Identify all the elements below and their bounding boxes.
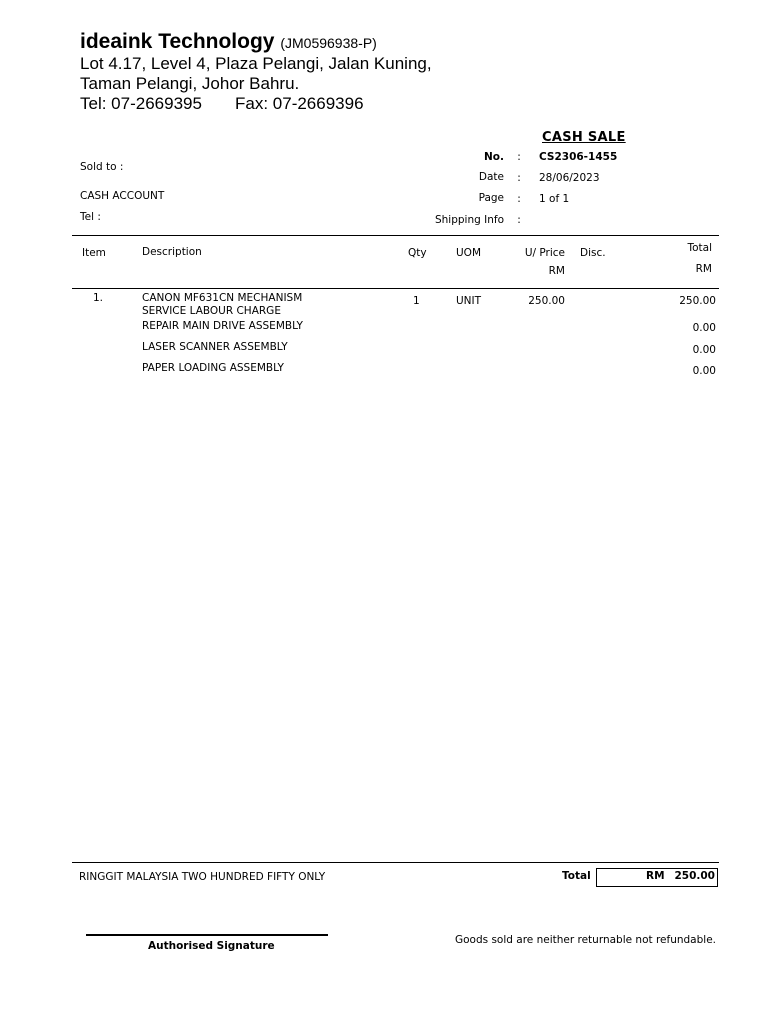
amount-in-words: RINGGIT MALAYSIA TWO HUNDRED FIFTY ONLY xyxy=(79,871,326,883)
col-uprice-header: U/ Price xyxy=(524,247,565,259)
customer-tel-label: Tel : xyxy=(80,211,101,223)
row-total: 0.00 xyxy=(692,344,716,356)
signature-line xyxy=(86,934,328,936)
row-description-line2: SERVICE LABOUR CHARGE xyxy=(142,305,281,317)
row-description: REPAIR MAIN DRIVE ASSEMBLY xyxy=(142,320,303,332)
refund-notice: Goods sold are neither returnable not refundable. xyxy=(455,934,716,946)
col-total-header: Total xyxy=(687,242,712,254)
row-item-number: 1. xyxy=(93,292,104,304)
shipping-label: Shipping Info xyxy=(434,214,504,226)
date-label: Date xyxy=(478,171,504,183)
row-uprice: 250.00 xyxy=(528,295,565,307)
document-date: 28/06/2023 xyxy=(539,172,600,184)
row-uom: UNIT xyxy=(456,295,482,307)
total-currency: RM xyxy=(646,870,665,882)
page-label: Page xyxy=(478,192,504,204)
company-tel: Tel: 07-2669395 xyxy=(80,94,202,113)
company-fax: Fax: 07-2669396 xyxy=(235,94,364,113)
total-label: Total xyxy=(562,870,591,882)
page-colon: : xyxy=(517,193,521,205)
no-label: No. xyxy=(484,151,504,163)
row-description: PAPER LOADING ASSEMBLY xyxy=(142,362,284,374)
row-total: 0.00 xyxy=(692,322,716,334)
document-title: CASH SALE xyxy=(542,130,626,145)
no-colon: : xyxy=(517,151,521,163)
col-item-header: Item xyxy=(82,247,106,259)
row-total: 0.00 xyxy=(692,365,716,377)
company-address-line1: Lot 4.17, Level 4, Plaza Pelangi, Jalan Kuning, xyxy=(80,54,432,73)
col-disc-header: Disc. xyxy=(580,247,606,259)
company-header xyxy=(80,30,377,54)
sold-to-label: Sold to : xyxy=(80,161,124,173)
col-uprice-unit: RM xyxy=(548,265,565,277)
row-description: CANON MF631CN MECHANISM xyxy=(142,292,303,304)
row-description: LASER SCANNER ASSEMBLY xyxy=(142,341,288,353)
footer-rule xyxy=(72,862,719,863)
col-qty-header: Qty xyxy=(408,247,427,259)
total-amount: 250.00 xyxy=(674,870,715,882)
document-page: 1 of 1 xyxy=(539,193,570,205)
company-reg-no: (JM0596938-P) xyxy=(280,35,377,51)
customer-name: CASH ACCOUNT xyxy=(80,190,165,202)
col-total-unit: RM xyxy=(695,263,712,275)
row-qty: 1 xyxy=(413,295,420,307)
signature-label: Authorised Signature xyxy=(148,940,275,952)
row-total: 250.00 xyxy=(679,295,716,307)
company-address-line2: Taman Pelangi, Johor Bahru. xyxy=(80,74,300,93)
company-name: ideaink Technology xyxy=(80,30,275,53)
table-top-rule xyxy=(72,235,719,236)
col-uom-header: UOM xyxy=(456,247,482,259)
col-description-header: Description xyxy=(142,246,202,258)
document-number: CS2306-1455 xyxy=(539,151,618,163)
table-header-rule xyxy=(72,288,719,289)
date-colon: : xyxy=(517,172,521,184)
shipping-colon: : xyxy=(517,214,521,226)
